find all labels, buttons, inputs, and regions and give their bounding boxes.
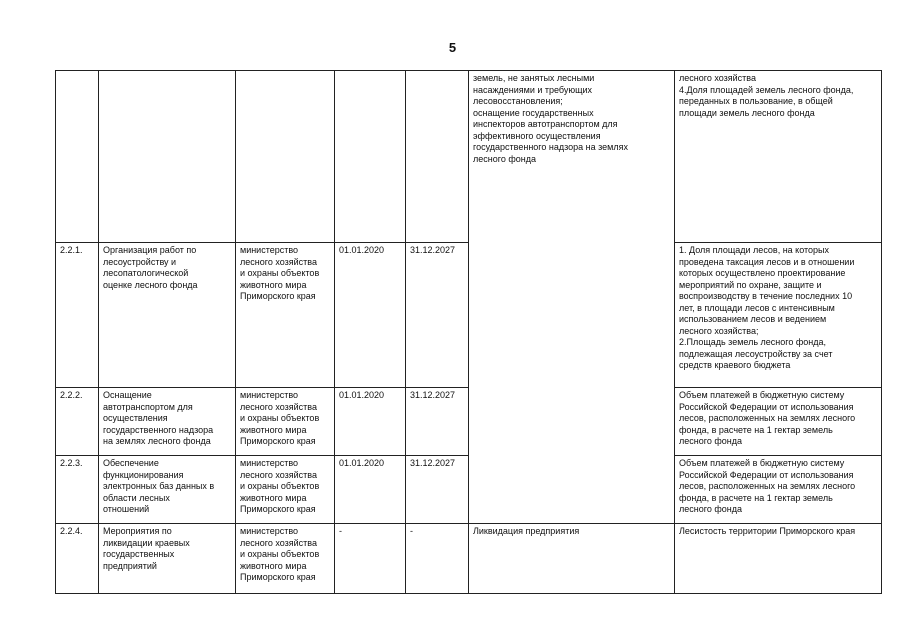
cell-num: 2.2.4. bbox=[56, 524, 99, 594]
cell-indicators: Объем платежей в бюджетную систему Российской Федерации от использования лесов, расположенных на землях лесного фонда, в расчете на 1 гектар земель лесного фонда bbox=[675, 388, 882, 456]
cell-start bbox=[335, 71, 406, 243]
cell-name: Мероприятия по ликвидации краевых государственных предприятий bbox=[99, 524, 236, 594]
cell-indicators: Объем платежей в бюджетную систему Российской Федерации от использования лесов, расположенных на землях лесного фонда, в расчете на 1 гектар земель лесного фонда bbox=[675, 456, 882, 524]
table-row bbox=[56, 524, 882, 594]
page-number: 5 bbox=[448, 40, 457, 55]
table-row-continuation bbox=[56, 71, 882, 243]
cell-num bbox=[56, 71, 99, 243]
cell-num: 2.2.1. bbox=[56, 243, 99, 388]
cell-end: 31.12.2027 bbox=[406, 243, 469, 388]
cell-indicators: Лесистость территории Приморского края bbox=[675, 524, 882, 594]
cell-start: - bbox=[335, 524, 406, 594]
cell-name bbox=[99, 71, 236, 243]
cell-executor: министерство лесного хозяйства и охраны объектов животного мира Приморского края bbox=[236, 456, 335, 524]
cell-executor: министерство лесного хозяйства и охраны объектов животного мира Приморского края bbox=[236, 388, 335, 456]
cell-measures-result: земель, не занятых лесными насаждениями и требующих лесовосстановления; оснащение государственных инспекторов автотранспортом для эффективного осуществления государственного надзора на землях лесного фонда bbox=[469, 71, 675, 524]
cell-end: 31.12.2027 bbox=[406, 456, 469, 524]
cell-name: Оснащение автотранспортом для осуществления государственного надзора на землях лесного фонда bbox=[99, 388, 236, 456]
cell-end: - bbox=[406, 524, 469, 594]
cell-end bbox=[406, 71, 469, 243]
cell-num: 2.2.3. bbox=[56, 456, 99, 524]
cell-executor: министерство лесного хозяйства и охраны объектов животного мира Приморского края bbox=[236, 524, 335, 594]
cell-end: 31.12.2027 bbox=[406, 388, 469, 456]
cell-start: 01.01.2020 bbox=[335, 456, 406, 524]
cell-start: 01.01.2020 bbox=[335, 388, 406, 456]
cell-indicators: лесного хозяйства 4.Доля площадей земель лесного фонда, переданных в пользование, в общей площади земель лесного фонда bbox=[675, 71, 882, 243]
cell-executor bbox=[236, 71, 335, 243]
cell-start: 01.01.2020 bbox=[335, 243, 406, 388]
cell-name: Организация работ по лесоустройству и лесопатологической оценке лесного фонда bbox=[99, 243, 236, 388]
cell-result: Ликвидация предприятия bbox=[469, 524, 675, 594]
cell-executor: министерство лесного хозяйства и охраны объектов животного мира Приморского края bbox=[236, 243, 335, 388]
cell-indicators: 1. Доля площади лесов, на которых проведена таксация лесов и в отношении которых осуществлено проектирование мероприятий по охране, защите и воспроизводству в течение последних 10 лет, в площади лесов с интенсивным использованием лесов и ведением лесного хозяйства; 2.Площадь земель лесного фонда, подлежащая лесоустройству за счет средств краевого бюджета bbox=[675, 243, 882, 388]
cell-name: Обеспечение функционирования электронных баз данных в области лесных отношений bbox=[99, 456, 236, 524]
program-measures-table bbox=[55, 70, 882, 594]
cell-num: 2.2.2. bbox=[56, 388, 99, 456]
